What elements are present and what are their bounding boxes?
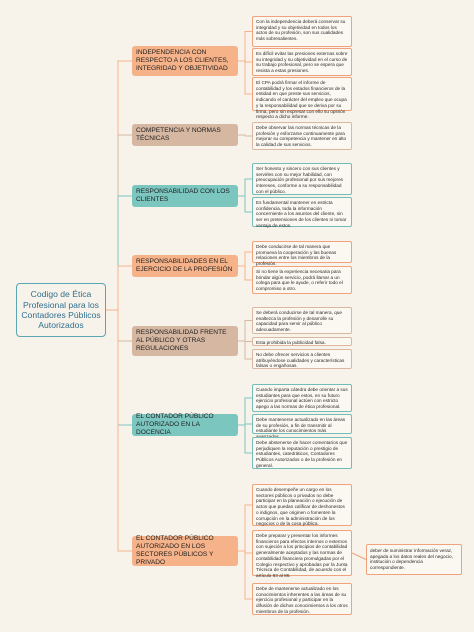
category-to-note-line	[238, 551, 252, 599]
note-ejercicio-2: Si no tiene la experiencia necesaria para brindar algún servicio, podrá llamar a un colega para que le ayude, o referir todo el compromiso a otro.	[252, 266, 352, 294]
root-to-category-line	[106, 61, 132, 310]
category-frente-publico: RESPONSABILIDAD FRENTE AL PÚBLICO Y OTRAS REGULACIONES	[132, 326, 238, 356]
category-responsabilidad-clientes: RESPONSABILIDAD CON LOS CLIENTES	[132, 185, 238, 207]
category-sectores: EL CONTADOR PÚBLICO AUTORIZADO EN LOS SECTORES PÚBLICOS Y PRIVADO	[132, 536, 238, 566]
note-docencia-1: Cuando imparta cátedra debe orientar a sus estudiantes para que estos, en su futuro ejercicio profesional actúen con estricto apego a las normas de ética profesional.	[252, 384, 352, 412]
note-independencia-1: Con la independencia deberá conservar su integridad y su objetividad en todos los actos de su profesión, son sus cualidades más sobresalientes.	[252, 16, 352, 47]
category-to-note-line	[238, 341, 252, 359]
root-to-category-line	[106, 310, 132, 551]
category-independencia: INDEPENDENCIA CON RESPECTO A LOS CLIENTES, INTEGRIDAD Y OBJETIVIDAD	[132, 46, 238, 76]
note-publico-2: Esta prohibida la publicidad falsa.	[252, 337, 352, 346]
category-ejercicio-profesion: RESPONSABILIDADES EN EL EJERCICIO DE LA PROFESIÓN	[132, 255, 238, 277]
root-to-category-line	[106, 135, 132, 310]
note-docencia-3: Debe abstenerse de hacer comentarios que perjudiquen la reputación o prestigio de estudiantes, catedráticos, Contadores Públicos Autorizados o de la profesión en general.	[252, 437, 352, 469]
note-sectores-3: Debe de mantenerse actualizado en los conocimientos inherentes a las áreas de su ejercicio profesional y participar en la difusión de dichos conocimientos a los otros miembros de la profesión.	[252, 583, 352, 615]
category-to-note-line	[238, 252, 252, 266]
category-to-note-line	[238, 425, 252, 453]
category-to-note-line	[238, 196, 252, 212]
note-competencia-1: Debe observar las normas técnicas de la profesión y esforzarse continuamente para mejorar su competencia y mantener en alto la calidad de sus servicios.	[252, 122, 352, 150]
note-clientes-2: Es fundamental mantener en estricta confidencia, toda la información concerniente a los asuntos del cliente, sin ser en pretensiones de los clientes ni tomar ventaja de estos.	[252, 197, 352, 227]
category-to-note-line	[238, 505, 252, 551]
category-to-note-line	[238, 321, 252, 342]
note-independencia-2: Es difícil evitar las presiones externas sobre su integridad y su objetividad en el curso de su trabajo profesional, pero se espera que resista a estas presiones.	[252, 48, 352, 76]
note-clientes-1: Ser honesto y sincero con sus clientes y servirles con su mejor habilidad, con preocupación profesional por sus mejores intereses, conforme a su responsabilidad con el público.	[252, 163, 352, 195]
category-to-note-line	[238, 398, 252, 425]
note-independencia-3: El CPA podrá firmar el informe de contabilidad y los estados financieros de la entidad en que preste sus servicios, indicando el carácter del empleo que ocupa y la responsabilidad que se deriva por su firma, pero sin expresar con ello su opinión respecto a dicho informe.	[252, 77, 352, 111]
note-to-extra-line	[352, 553, 366, 560]
category-docencia: EL CONTADOR PÚBLICO AUTORIZADO EN LA DOCENCIA	[132, 414, 238, 436]
note-sectores-extra: deber de suministrar información veraz, apegada a los datos reales del negocio, institución o dependencia correspondiente.	[366, 544, 462, 575]
root-to-category-line	[106, 196, 132, 310]
root-to-category-line	[106, 266, 132, 310]
note-publico-3: No debe ofrecer servicios a clientes atribuyéndose cualidades y características falsas o engañosas.	[252, 349, 352, 369]
note-sectores-2: Debe preparar y presentar los informes financieros para efectos internos o externos con sujeción a los principios de contabilidad generalmente aceptados y las normas de contabilidad financiera promulgadas por el Colegio respectivo y aprobadas por la Junta Técnica de Contabilidad, de acuerdo con el artículo 83 al 86.	[252, 530, 352, 576]
category-to-note-line	[238, 179, 252, 196]
category-to-note-line	[238, 61, 252, 94]
root-node: Codigo de Ética Profesional para los Contadores Públicos Autorizados	[16, 283, 106, 337]
note-docencia-2: Debe mantenerse actualizado en las áreas de su profesión, a fin de transmitir al estudiante los conocimientos más	[252, 414, 352, 434]
root-to-category-line	[106, 310, 132, 341]
note-sectores-1: Cuando desempeñe un cargo en los sectores públicos o privados no debe participar en la planeación o ejecución de actos que puedan calificar de deshonestos o indignos, que originen o fomenten la corrupción en la administración de los negocios o de la cosa pública.	[252, 484, 352, 526]
category-to-note-line	[238, 135, 252, 136]
category-competencia: COMPETENCIA Y NORMAS TÉCNICAS	[132, 124, 238, 146]
category-to-note-line	[238, 32, 252, 62]
note-publico-1: Se deberá conducirse de tal manera, que enaltezca la profesión y desarrolle su capacidad para servir al público adecuadamente.	[252, 307, 352, 334]
category-to-note-line	[238, 266, 252, 280]
note-ejercicio-1: Debe conducirse de tal manera que promueva la cooperación y las buenas relaciones entre los miembros de la profesión.	[252, 241, 352, 263]
root-to-category-line	[106, 310, 132, 425]
